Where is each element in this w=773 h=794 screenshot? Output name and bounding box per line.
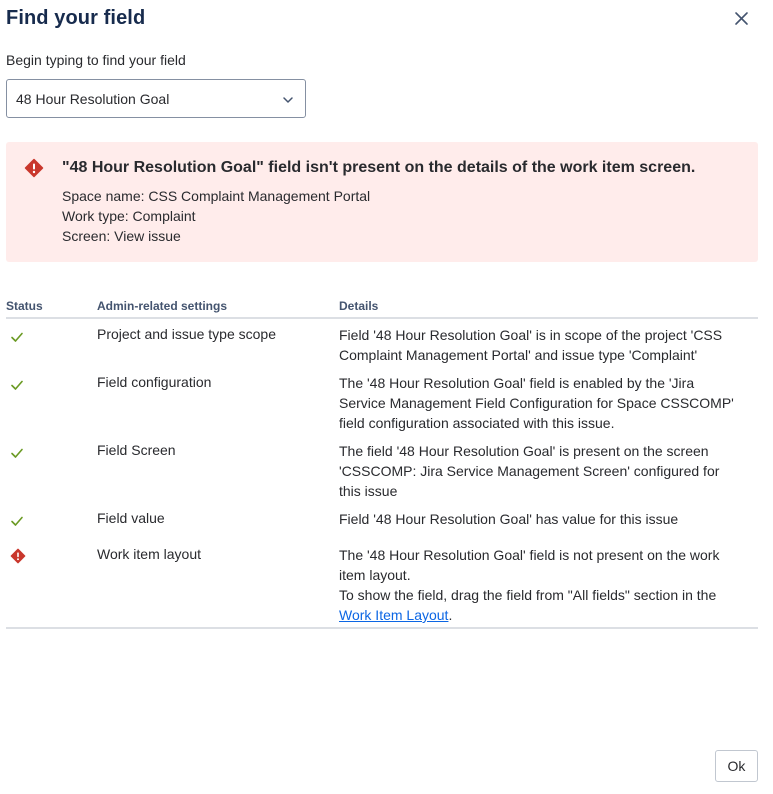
header-admin-settings: Admin-related settings	[97, 299, 228, 313]
row-details	[339, 441, 759, 501]
details-line: Field '48 Hour Resolution Goal' is in scope of the project 'CSS	[339, 327, 723, 343]
row-details	[339, 545, 759, 625]
details-line: The '48 Hour Resolution Goal' field is not present on the work	[339, 547, 720, 563]
details-line	[339, 605, 759, 625]
field-search-label: Begin typing to find your field	[6, 52, 186, 68]
details-line: Complaint Management Portal' and issue type 'Complaint'	[339, 347, 698, 363]
ok-button[interactable]: Ok	[715, 750, 758, 782]
row-setting: Field Screen	[97, 442, 176, 458]
check-icon	[10, 514, 24, 528]
error-title: "48 Hour Resolution Goal" field isn't present on the details of the work item screen.	[62, 159, 696, 176]
details-line: field configuration associated with this issue.	[339, 415, 615, 431]
details-line: The '48 Hour Resolution Goal' field is enabled by the 'Jira	[339, 375, 695, 391]
header-details: Details	[339, 299, 379, 313]
table-row	[6, 435, 758, 503]
table-row	[6, 538, 758, 628]
error-screen: Screen: View issue	[62, 228, 181, 244]
error-alert	[6, 142, 758, 262]
details-line: To show the field, drag the field from "All fields" section in the	[339, 587, 717, 603]
chevron-down-icon	[281, 93, 295, 107]
work-item-layout-link[interactable]: Work Item Layout	[339, 607, 449, 623]
details-line: Service Management Field Configuration for Space CSSCOMP'	[339, 395, 734, 411]
close-button[interactable]	[731, 8, 753, 30]
error-icon	[24, 158, 44, 178]
table-bottom-divider	[6, 627, 758, 629]
row-details	[339, 325, 759, 365]
details-line: 'CSSCOMP: Jira Service Management Screen' configured for	[339, 463, 720, 479]
row-details	[339, 373, 759, 433]
details-line: item layout.	[339, 567, 411, 583]
close-icon	[731, 8, 753, 30]
table-row	[6, 367, 758, 435]
details-line: The field '48 Hour Resolution Goal' is present on the screen	[339, 443, 709, 459]
error-icon	[10, 548, 26, 564]
error-work-type: Work type: Complaint	[62, 208, 196, 224]
link-suffix: .	[448, 607, 453, 623]
error-space-name: Space name: CSS Complaint Management Portal	[62, 188, 371, 204]
table-header	[6, 296, 758, 319]
table-row	[6, 503, 758, 538]
row-setting: Project and issue type scope	[97, 326, 276, 342]
dialog-title: Find your field	[6, 7, 146, 29]
details-line: this issue	[339, 483, 398, 499]
field-diagnostics-table	[6, 296, 758, 628]
row-setting: Field value	[97, 510, 165, 526]
details-line: Field '48 Hour Resolution Goal' has value for this issue	[339, 511, 679, 527]
field-select[interactable]	[6, 79, 306, 118]
check-icon	[10, 446, 24, 460]
check-icon	[10, 330, 24, 344]
row-setting: Work item layout	[97, 546, 201, 562]
check-icon	[10, 378, 24, 392]
row-details	[339, 509, 759, 529]
header-status: Status	[6, 299, 43, 313]
table-row	[6, 319, 758, 367]
field-select-value: 48 Hour Resolution Goal	[16, 91, 170, 107]
row-setting: Field configuration	[97, 374, 212, 390]
